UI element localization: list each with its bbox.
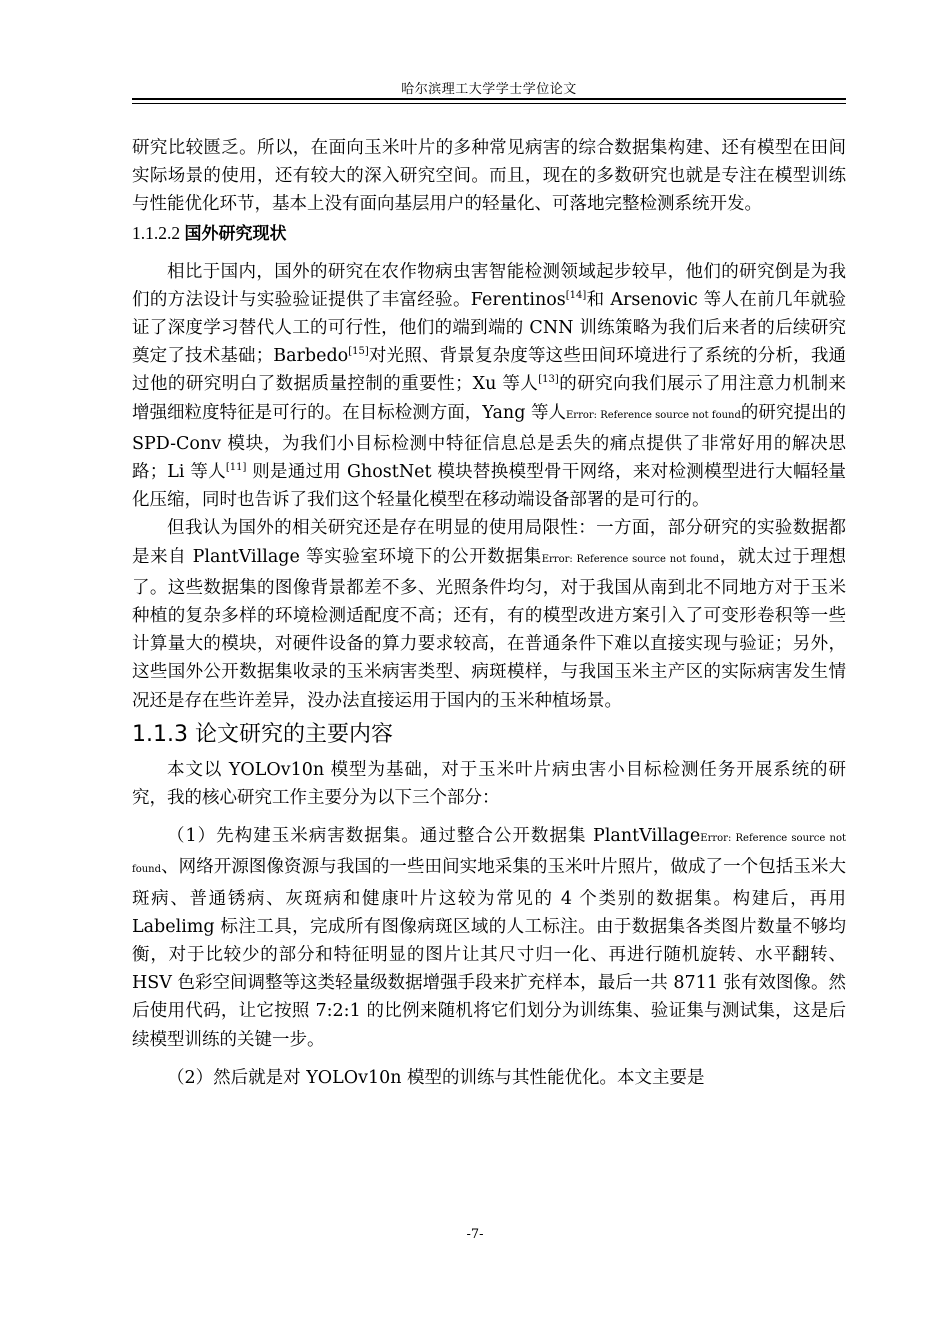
reference-error: Error: Reference source not found bbox=[541, 553, 720, 565]
paragraph bbox=[132, 514, 846, 714]
citation: [11] bbox=[225, 462, 247, 474]
page-body bbox=[132, 134, 846, 1092]
text-run: 和 Arsenovic 等人在前几年就验证了深度学习替代人工的可行性，他们的端到端的 CNN 训练策略为我们后来者的后续研究奠定了技术基础；Barbedo bbox=[132, 289, 847, 367]
paragraph: 研究比较匮乏。所以，在面向玉米叶片的多种常见病害的综合数据集构建、还有模型在田间实际场景的使用，还有较大的深入研究空间。而且，现在的多数研究也就是专注在模型训练与性能优化环节，基本上没有面向基层用户的轻量化、可落地完整检测系统开发。 bbox=[132, 138, 846, 215]
section-title: 论文研究的主要内容 bbox=[194, 721, 393, 747]
section-number: 1.1.2.2 bbox=[132, 222, 181, 243]
subsection-heading bbox=[132, 719, 846, 751]
citation: [13] bbox=[538, 374, 559, 386]
reference-error: Error: Reference source not found bbox=[132, 833, 846, 876]
section-number: 1.1.3 bbox=[132, 721, 188, 747]
text-run: 但我认为国外的相关研究还是存在明显的使用局限性：一方面，部分研究的实验数据都是来自 PlantVillage 等实验室环境下的公开数据集 bbox=[132, 518, 846, 567]
text-run: 的研究提出的 SPD-Conv 模块，为我们小目标检测中特征信息总是丢失的痛点提供了非常好用的解决思路；Li 等人 bbox=[132, 402, 846, 483]
section-title: 国外研究现状 bbox=[184, 223, 287, 244]
page-header: 哈尔滨理工大学学士学位论文 bbox=[401, 82, 577, 97]
text-run: 则是通过用 GhostNet 模块替换模型骨干网络，来对检测模型进行大幅轻量化压缩，同时也告诉了我们这个轻量化模型在移动端设备部署的是可行的。 bbox=[132, 462, 847, 511]
citation: [14] bbox=[565, 289, 587, 301]
text-run: （1）先构建玉米病害数据集。通过整合公开数据集 PlantVillage bbox=[167, 826, 701, 847]
section-heading bbox=[132, 219, 846, 248]
paragraph bbox=[132, 822, 846, 1054]
text-run: 对光照、背景复杂度等这些田间环境进行了系统的分析，我通过他的研究明白了数据质量控制的重要性；Xu 等人 bbox=[132, 346, 846, 395]
header-rule-thin bbox=[132, 103, 846, 104]
citation: [15] bbox=[348, 346, 369, 358]
page-number: -7- bbox=[466, 1227, 484, 1242]
paragraph: 本文以 YOLOv10n 模型为基础，对于玉米叶片病虫害小目标检测任务开展系统的研究，我的核心研究工作主要分为以下三个部分： bbox=[132, 759, 846, 809]
paragraph: （2）然后就是对 YOLOv10n 模型的训练与其性能优化。本文主要是 bbox=[167, 1067, 705, 1088]
paragraph bbox=[132, 258, 846, 515]
text-run: 相比于国内，国外的研究在农作物病虫害智能检测领域起步较早，他们的研究倒是为我们的方法设计与实验验证提供了丰富经验。Ferentinos bbox=[132, 261, 846, 310]
header-rule-thick bbox=[132, 98, 846, 100]
reference-error: Error: Reference source not found bbox=[566, 409, 741, 421]
text-run: 、网络开源图像资源与我国的一些田间实地采集的玉米叶片照片，做成了一个包括玉米大斑病、普通锈病、灰斑病和健康叶片这较为常见的 4 个类别的数据集。构建后，再用 Labelimg 标注工具，完成所有图像病斑区域的人工标注。由于数据集各类图片数量不够均衡，对于比较少的部分和特征明显的图片让其尺寸归一化、再进行随机旋转、水平翻转、HSV 色彩空间调整等这类轻量级数据增强手段来扩充样本，最后一共 8711 张有效图像。然后使用代码，让它按照 7:2:1 的比例来随机将它们划分为训练集、验证集与测试集，这是后续模型训练的关键一步。 bbox=[132, 857, 846, 1050]
text-run: 的研究向我们展示了用注意力机制来增强细粒度特征是可行的。在目标检测方面，Yang 等人 bbox=[132, 374, 847, 423]
text-run: ，就太过于理想了。这些数据集的图像背景都差不多、光照条件均匀，对于我国从南到北不同地方对于玉米种植的复杂多样的环境检测适配度不高；还有，有的模型改进方案引入了可变形卷积等一些计算量大的模块，对硬件设备的算力要求较高，在普通条件下难以直接实现与验证；另外，这些国外公开数据集收录的玉米病害类型、病斑模样，与我国玉米主产区的实际病害发生情况还是存在些许差异，没办法直接运用于国内的玉米种植场景。 bbox=[132, 546, 846, 711]
